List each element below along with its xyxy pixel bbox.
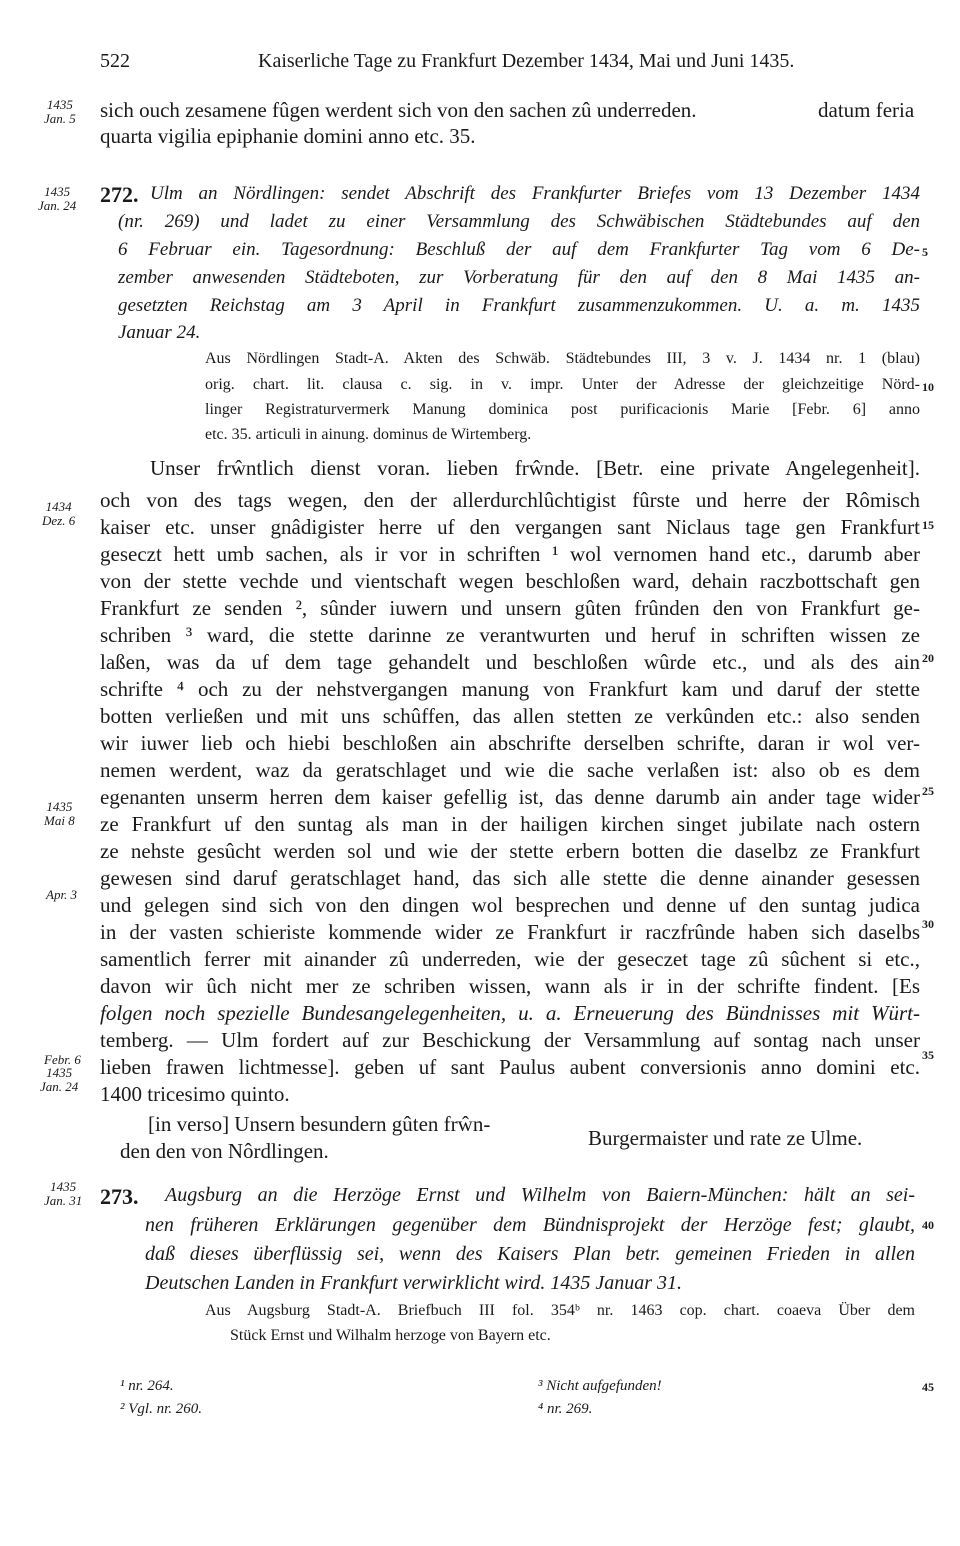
body-line: gewesen sind daruf geratschlaget hand, das sich alle stette die denne ainander gesessen (100, 866, 920, 890)
body-line: temberg. — Ulm fordert auf zur Beschickung der Versammlung auf sontag nach unser (100, 1028, 920, 1052)
regest-line: 6 Februar ein. Tagesordnung: Beschluß der auf dem Frankfurter Tag vom 6 De- (118, 239, 920, 260)
footnote: ¹ nr. 264. (120, 1378, 174, 1394)
regest-line: daß dieses überflüssig sei, wenn des Kaisers Plan betr. gemeinen Frieden in allen (145, 1243, 915, 1265)
body-line: geseczt hett umb sachen, als ir vor in schriften ¹ wol vernomen hand etc., darumb aber (100, 542, 920, 566)
line-number: 10 (922, 380, 934, 394)
regest-line: Ulm an Nördlingen: sendet Abschrift des Frankfurter Briefes vom 13 Dezember 1434 (150, 183, 920, 204)
footnote: ⁴ nr. 269. (538, 1401, 593, 1417)
margin-date: Apr. 3 (46, 887, 78, 902)
body-line: folgen noch spezielle Bundesangelegenheiten, u. a. Erneuerung des Bündnisses mit Würt- (100, 1001, 920, 1025)
regest-line: Januar 24. (118, 322, 201, 343)
body-line: Frankfurt ze senden ², sûnder iuwern und unsern gûten frûnden den von Frankfurt ge- (100, 596, 920, 620)
body-line: schrifte ⁴ och zu der nehstvergangen manung von Frankfurt kam und daruf der stette (100, 677, 920, 701)
regest-line: zember anwesenden Städteboten, zur Vorberatung für den auf den 8 Mai 1435 an- (118, 267, 920, 288)
line-number: 45 (922, 1380, 934, 1394)
regest-line: Deutschen Landen in Frankfurt verwirklicht wird. 1435 Januar 31. (145, 1272, 682, 1294)
body-line: und gelegen sind sich von den dingen wol besprechen und denne uf den suntag judica (100, 893, 920, 917)
regest-line: nen früheren Erklärungen gegenüber dem Bündnisprojekt der Herzöge fest; glaubt, (145, 1214, 915, 1236)
source-line: Stück Ernst und Wilhalm herzoge von Bayern etc. (230, 1327, 551, 1344)
body-line: quarta vigilia epiphanie domini anno etc. 35. (100, 124, 476, 148)
body-line: sich ouch zesamene fûgen werdent sich von den sachen zû underreden. (100, 98, 697, 122)
margin-date: 1434 Dez. 6 (42, 499, 76, 528)
source-line: etc. 35. articuli in ainung. dominus de Wirtemberg. (205, 426, 532, 443)
margin-date: 1435 Jan. 24 (38, 184, 77, 213)
margin-date: 1435 Jan. 24 (40, 1065, 79, 1094)
regest-line: gesetzten Reichstag am 3 April in Frankfurt zusammenzukommen. U. a. m. 1435 (118, 295, 920, 316)
body-line: kaiser etc. unser gnâdigister herre uf den vergangen sant Niclaus tage gen Frankfurt (100, 515, 920, 539)
body-line: schriben ³ ward, die stette darinne ze verantwurten und heruf in schriften wissen ze (100, 623, 920, 647)
body-line: datum feria (818, 98, 915, 122)
line-number: 40 (922, 1218, 934, 1232)
document-number: 272. (100, 182, 139, 207)
footnote: ³ Nicht aufgefunden! (538, 1378, 662, 1394)
line-number: 30 (922, 917, 934, 931)
body-line: egenanten unserm herren dem kaiser gefellig ist, das denne darumb ain ander tage wider (100, 785, 920, 809)
body-line: lieben frawen lichtmesse]. geben uf sant Paulus aubent conversionis anno domini etc. (100, 1055, 920, 1079)
body-line: davon wir ûch nicht mer ze schriben wissen, wann als ir in der schrifte findent. [Es (100, 974, 920, 998)
line-number: 25 (922, 784, 934, 798)
body-line: 1400 tricesimo quinto. (100, 1082, 290, 1106)
regest-line: Augsburg an die Herzöge Ernst und Wilhelm von Baiern-München: hält an sei- (165, 1184, 915, 1206)
margin-date: 1435 Mai 8 (44, 799, 75, 828)
running-title: Kaiserliche Tage zu Frankfurt Dezember 1434, Mai und Juni 1435. (258, 50, 795, 72)
body-line: nemen werdent, waz da geratschlaget und wie die sache verlaßen ist: also ob es dem (100, 758, 920, 782)
source-line: Aus Nördlingen Stadt-A. Akten des Schwäb. Städtebundes III, 3 v. J. 1434 nr. 1 (blau) (205, 350, 920, 367)
body-line: von der stette vechde und vientschaft wegen beschloßen ward, dehain raczbottschaft gen (100, 569, 920, 593)
body-line: ze Frankfurt uf den suntag als man in der hailigen kirchen singet jubilate nach ostern (100, 812, 920, 836)
body-line: och von des tags wegen, den der allerdurchlûchtigist fûrste und herre der Rômisch (100, 488, 920, 512)
page-number: 522 (100, 50, 130, 72)
margin-date: Febr. 6 (44, 1052, 81, 1067)
document-number: 273. (100, 1184, 139, 1209)
body-line: ze nehste gesûcht werden sol und wie der stette erbern botten die daselbz ze Frankfurt (100, 839, 920, 863)
source-line: orig. chart. lit. clausa c. sig. in v. impr. Unter der Adresse der gleichzeitige Nörd- (205, 376, 920, 393)
body-line: in der vasten schieriste kommende wider ze Frankfurt ir raczfrûnde haben sich daselbs (100, 920, 920, 944)
signature-line: Burgermaister und rate ze Ulme. (588, 1126, 863, 1150)
margin-date: 1435 Jan. 31 (44, 1179, 83, 1208)
address-line: [in verso] Unsern besundern gûten frŵn- (148, 1112, 491, 1136)
body-line: samentlich ferrer mit ainander zû underreden, wie der geseczet tage zû sûchent si etc., (100, 947, 920, 971)
body-line: laßen, was da uf dem tage gehandelt und beschloßen wûrde etc., und als des ain (100, 650, 920, 674)
body-line: botten verließen und mit uns schûffen, das allen stetten ze verkûnden etc.: also senden (100, 704, 920, 728)
line-number: 20 (922, 651, 934, 665)
footnote: ² Vgl. nr. 260. (120, 1401, 203, 1417)
line-number: 5 (922, 245, 928, 259)
body-line: wir iuwer lieb och hiebi beschloßen ain abschrifte derselben schrifte, daran ir wol ver- (100, 731, 920, 755)
source-line: Aus Augsburg Stadt-A. Briefbuch III fol. 354ᵇ nr. 1463 cop. chart. coaeva Über dem (205, 1302, 915, 1319)
margin-date: 1435 Jan. 5 (44, 97, 76, 126)
address-line: den den von Nôrdlingen. (120, 1139, 329, 1163)
body-line: Unser frŵntlich dienst voran. lieben frŵnde. [Betr. eine private Angelegenheit]. (150, 456, 920, 480)
line-number: 15 (922, 518, 934, 532)
source-line: linger Registraturvermerk Manung dominica post purificacionis Marie [Febr. 6] anno (205, 401, 920, 418)
regest-line: (nr. 269) und ladet zu einer Versammlung des Schwäbischen Städtebundes auf den (118, 211, 920, 232)
line-number: 35 (922, 1048, 934, 1062)
